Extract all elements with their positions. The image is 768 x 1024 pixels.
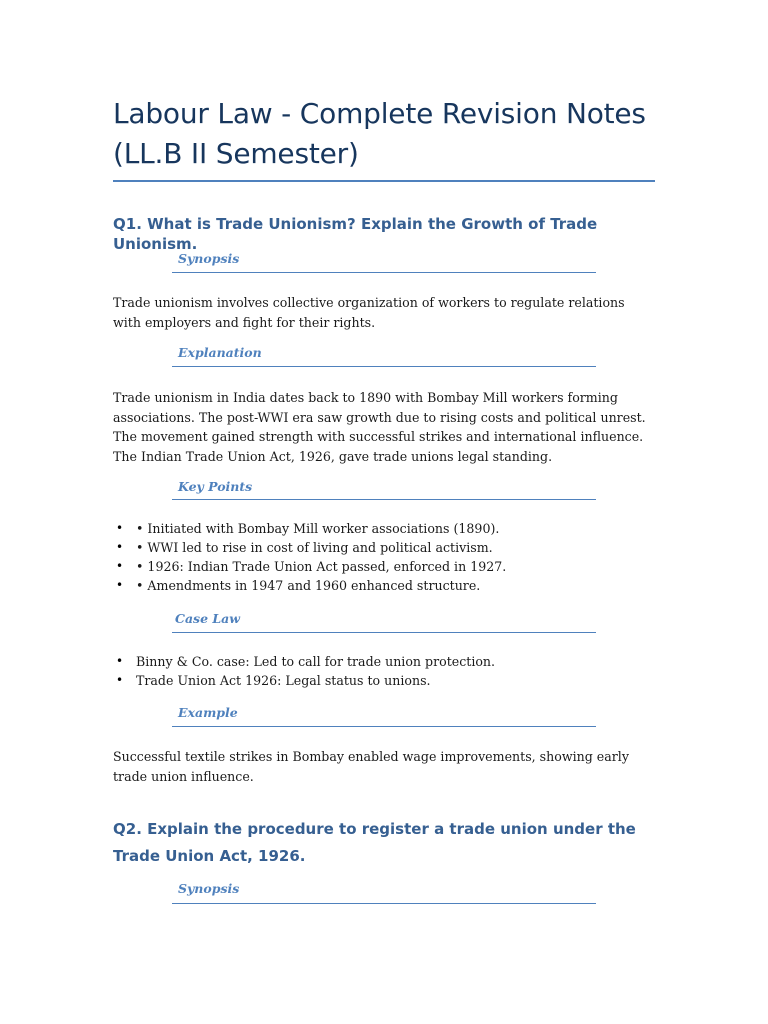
list-item bbox=[113, 557, 673, 576]
q1-explanation-heading: Explanation bbox=[178, 345, 262, 360]
list-item-text: • 1926: Indian Trade Union Act passed, enforced in 1927. bbox=[136, 559, 507, 574]
q1-explanation-text: Trade unionism in India dates back to 1890 with Bombay Mill workers forming associations. The post-WWI era saw growth due to rising costs and political unrest. The movement gained strength with successful strikes and international influence. The Indian Trade Union Act, 1926, gave trade unions legal standing. bbox=[113, 390, 646, 464]
list-item-text: Binny & Co. case: Led to call for trade union protection. bbox=[136, 654, 496, 669]
q1-case-law-rule bbox=[172, 632, 596, 633]
bullet-icon: • bbox=[116, 578, 124, 592]
list-item bbox=[113, 576, 673, 595]
bullet-icon: • bbox=[116, 540, 124, 554]
bullet-icon: • bbox=[116, 559, 124, 573]
q1-key-points-list bbox=[113, 519, 673, 595]
q1-key-points-rule bbox=[172, 499, 596, 500]
list-item bbox=[113, 671, 673, 690]
bullet-icon: • bbox=[116, 673, 124, 687]
q1-synopsis-heading: Synopsis bbox=[178, 251, 240, 266]
document-title: Labour Law - Complete Revision Notes (LL.B II Semester) bbox=[113, 97, 646, 170]
question-2-heading: Q2. Explain the procedure to register a trade union under the Trade Union Act, 1926. bbox=[113, 820, 636, 865]
list-item bbox=[113, 652, 673, 671]
q1-example-rule bbox=[172, 726, 596, 727]
q1-synopsis-text: Trade unionism involves collective organization of workers to regulate relations with employers and fight for their rights. bbox=[113, 295, 625, 330]
q1-case-law-heading: Case Law bbox=[175, 611, 241, 626]
q2-synopsis-rule bbox=[172, 903, 596, 904]
q1-key-points-heading: Key Points bbox=[178, 479, 253, 494]
list-item bbox=[113, 538, 673, 557]
q2-synopsis-heading: Synopsis bbox=[178, 881, 240, 896]
q1-synopsis-rule bbox=[172, 272, 596, 273]
list-item-text: • WWI led to rise in cost of living and political activism. bbox=[136, 540, 493, 555]
list-item-text: • Amendments in 1947 and 1960 enhanced structure. bbox=[136, 578, 481, 593]
q1-case-law-list bbox=[113, 652, 673, 690]
list-item bbox=[113, 519, 673, 538]
list-item-text: • Initiated with Bombay Mill worker associations (1890). bbox=[136, 521, 500, 536]
bullet-icon: • bbox=[116, 654, 124, 668]
list-item-text: Trade Union Act 1926: Legal status to unions. bbox=[136, 673, 431, 688]
bullet-icon: • bbox=[116, 521, 124, 535]
q1-example-text: Successful textile strikes in Bombay enabled wage improvements, showing early trade union influence. bbox=[113, 749, 629, 784]
title-underline bbox=[113, 180, 655, 182]
question-1-heading: Q1. What is Trade Unionism? Explain the Growth of Trade Unionism. bbox=[113, 215, 598, 253]
q1-explanation-rule bbox=[172, 366, 596, 367]
q1-example-heading: Example bbox=[178, 705, 238, 720]
